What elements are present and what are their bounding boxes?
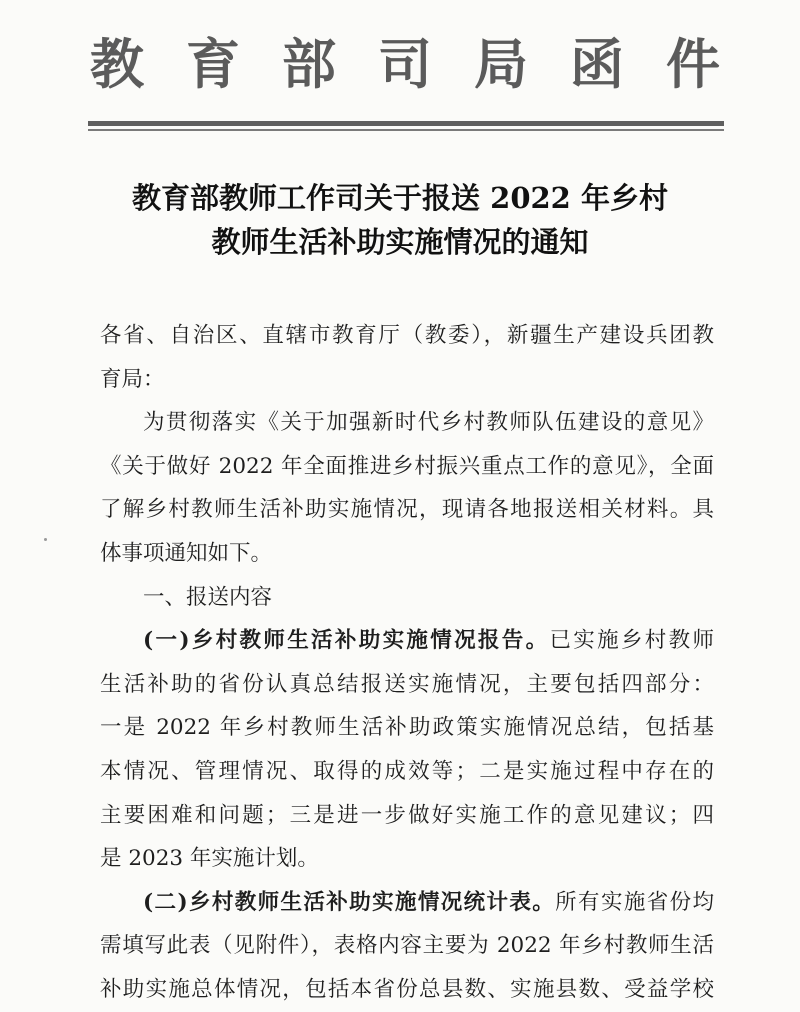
section-heading: 一、报送内容 bbox=[143, 584, 273, 610]
letterhead-char: 司 bbox=[378, 33, 432, 96]
notice-title-line: 教育部教师工作司关于报送 2022 年乡村 bbox=[132, 181, 668, 215]
intro-line: 为贯彻落实《关于加强新时代乡村教师队伍建设的意见》 bbox=[143, 410, 714, 436]
item2-text: 所有实施省份均 bbox=[555, 889, 714, 915]
item1-line: 一是 2022 年乡村教师生活补助政策实施情况总结，包括基 bbox=[100, 715, 714, 741]
notice-title bbox=[60, 176, 740, 264]
item2-line: 补助实施总体情况，包括本省份总县数、实施县数、受益学校 bbox=[100, 976, 714, 1002]
letterhead-char: 部 bbox=[282, 33, 336, 96]
item1-line: 生活补助的省份认真总结报送实施情况，主要包括四部分： bbox=[100, 671, 714, 697]
notice-title-line: 教师生活补助实施情况的通知 bbox=[211, 225, 589, 259]
letterhead-char: 局 bbox=[474, 33, 528, 96]
scan-speck bbox=[44, 538, 47, 541]
intro-line: 《关于做好 2022 年全面推进乡村振兴重点工作的意见》，全面 bbox=[100, 453, 714, 479]
letterhead-title bbox=[90, 33, 720, 96]
intro-line: 体事项通知如下。 bbox=[100, 540, 273, 566]
item1-heading: (一)乡村教师生活补助实施情况报告。 bbox=[143, 628, 550, 654]
intro-line: 了解乡村教师生活补助实施情况，现请各地报送相关材料。具 bbox=[100, 497, 714, 523]
letterhead-char: 函 bbox=[570, 33, 624, 96]
notice-body bbox=[100, 314, 714, 1012]
item1-first-line bbox=[100, 619, 714, 663]
letterhead-divider-thick bbox=[88, 121, 724, 126]
salutation-line: 各省、自治区、直辖市教育厅（教委），新疆生产建设兵团教 bbox=[100, 323, 714, 348]
item1-line: 是 2023 年实施计划。 bbox=[100, 846, 319, 872]
item2-heading: (二)乡村教师生活补助实施情况统计表。 bbox=[143, 889, 556, 915]
letterhead-char: 育 bbox=[186, 33, 240, 96]
item1-line: 主要困难和问题；三是进一步做好实施工作的意见建议；四 bbox=[100, 802, 714, 828]
item1-text: 已实施乡村教师 bbox=[549, 628, 714, 654]
item2-line: 需填写此表（见附件），表格内容主要为 2022 年乡村教师生活 bbox=[100, 933, 714, 959]
salutation-line: 育局： bbox=[100, 366, 165, 392]
item2-first-line bbox=[100, 881, 714, 925]
item1-line: 本情况、管理情况、取得的成效等；二是实施过程中存在的 bbox=[100, 758, 714, 784]
letterhead-char: 件 bbox=[666, 33, 720, 96]
letterhead-divider-thin bbox=[88, 129, 724, 131]
letterhead-char: 教 bbox=[90, 33, 144, 96]
